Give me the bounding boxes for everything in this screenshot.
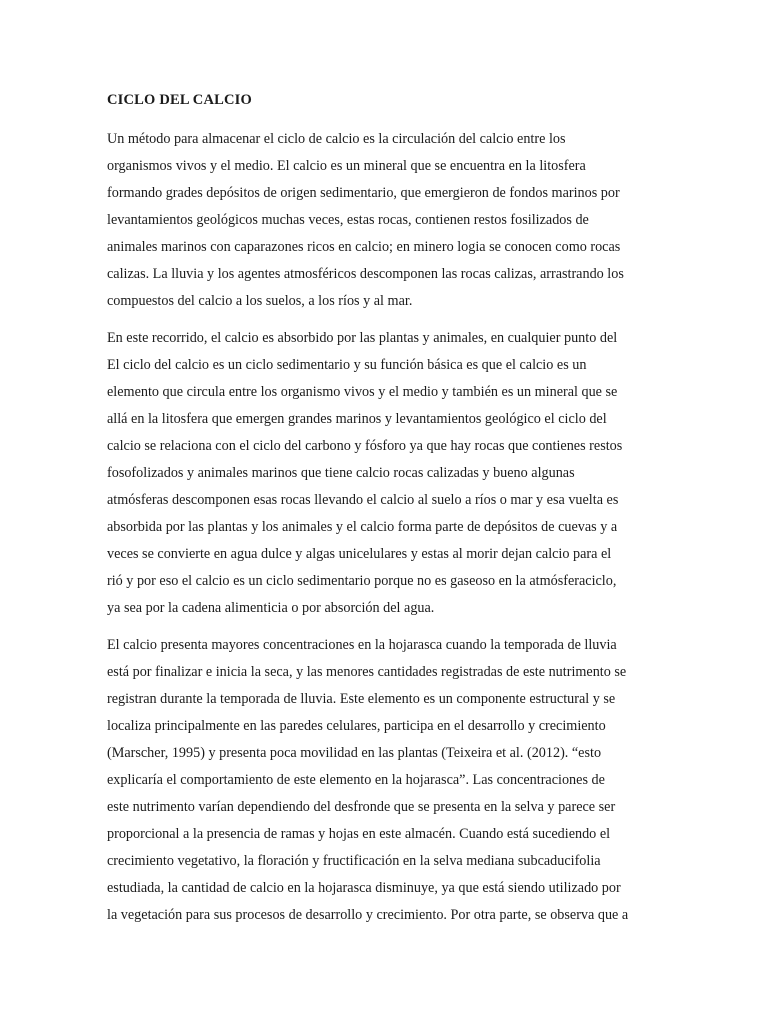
- paragraph-line: allá en la litosfera que emergen grandes marinos y levantamientos geológico el ciclo del: [107, 411, 607, 427]
- paragraph-line: atmósferas descomponen esas rocas llevando el calcio al suelo a ríos o mar y esa vuelta es: [107, 492, 619, 508]
- paragraph-line: explicaría el comportamiento de este elemento en la hojarasca”. Las concentraciones de: [107, 772, 605, 788]
- paragraph-line: animales marinos con caparazones ricos en calcio; en minero logia se conocen como rocas: [107, 239, 621, 255]
- paragraph-line: proporcional a la presencia de ramas y hojas en este almacén. Cuando está sucediendo el: [107, 826, 611, 842]
- paragraph-line: localiza principalmente en las paredes celulares, participa en el desarrollo y crecimiento: [107, 718, 606, 734]
- paragraph-line: estudiada, la cantidad de calcio en la hojarasca disminuye, ya que está siendo utilizado por: [107, 880, 621, 896]
- paragraph-line: veces se convierte en agua dulce y algas unicelulares y estas al morir dejan calcio para el: [107, 546, 612, 562]
- paragraph-line: organismos vivos y el medio. El calcio es un mineral que se encuentra en la litosfera: [107, 158, 586, 174]
- paragraph-line: rió y por eso el calcio es un ciclo sedimentario porque no es gaseoso en la atmósferaciclo,: [107, 573, 617, 589]
- document-title: CICLO DEL CALCIO: [107, 92, 253, 108]
- paragraph-3: [107, 632, 658, 929]
- paragraph-line: este nutrimento varían dependiendo del desfronde que se presenta en la selva y parece ser: [107, 799, 616, 815]
- paragraph-line: ya sea por la cadena alimenticia o por absorción del agua.: [107, 600, 435, 616]
- paragraph-line: calcio se relaciona con el ciclo del carbono y fósforo ya que hay rocas que contienes restos: [107, 438, 623, 454]
- paragraph-line: fosofolizados y animales marinos que tiene calcio rocas calizadas y bueno algunas: [107, 465, 575, 481]
- paragraph-line: calizas. La lluvia y los agentes atmosféricos descomponen las rocas calizas, arrastrando los: [107, 266, 624, 282]
- paragraph-line: En este recorrido, el calcio es absorbido por las plantas y animales, en cualquier punto del: [107, 330, 618, 346]
- paragraph-1: [107, 126, 658, 315]
- paragraph-line: compuestos del calcio a los suelos, a los ríos y al mar.: [107, 293, 413, 309]
- paragraph-line: (Marscher, 1995) y presenta poca movilidad en las plantas (Teixeira et al. (2012). “esto: [107, 745, 602, 761]
- paragraph-line: Un método para almacenar el ciclo de calcio es la circulación del calcio entre los: [107, 131, 566, 147]
- paragraph-line: la vegetación para sus procesos de desarrollo y crecimiento. Por otra parte, se observa que a: [107, 907, 629, 923]
- paragraph-line: elemento que circula entre los organismo vivos y el medio y también es un mineral que se: [107, 384, 618, 400]
- paragraph-line: crecimiento vegetativo, la floración y fructificación en la selva mediana subcaducifolia: [107, 853, 601, 869]
- paragraph-line: está por finalizar e inicia la seca, y las menores cantidades registradas de este nutrimento se: [107, 664, 627, 680]
- paragraph-line: absorbida por las plantas y los animales y el calcio forma parte de depósitos de cuevas y a: [107, 519, 618, 535]
- paragraph-line: levantamientos geológicos muchas veces, estas rocas, contienen restos fosilizados de: [107, 212, 589, 228]
- paragraph-line: El calcio presenta mayores concentraciones en la hojarasca cuando la temporada de lluvia: [107, 637, 617, 653]
- paragraph-line: El ciclo del calcio es un ciclo sedimentario y su función básica es que el calcio es un: [107, 357, 587, 373]
- paragraph-line: registran durante la temporada de lluvia. Este elemento es un componente estructural y se: [107, 691, 616, 707]
- paragraph-line: formando grades depósitos de origen sedimentario, que emergieron de fondos marinos por: [107, 185, 620, 201]
- paragraph-2: [107, 325, 658, 622]
